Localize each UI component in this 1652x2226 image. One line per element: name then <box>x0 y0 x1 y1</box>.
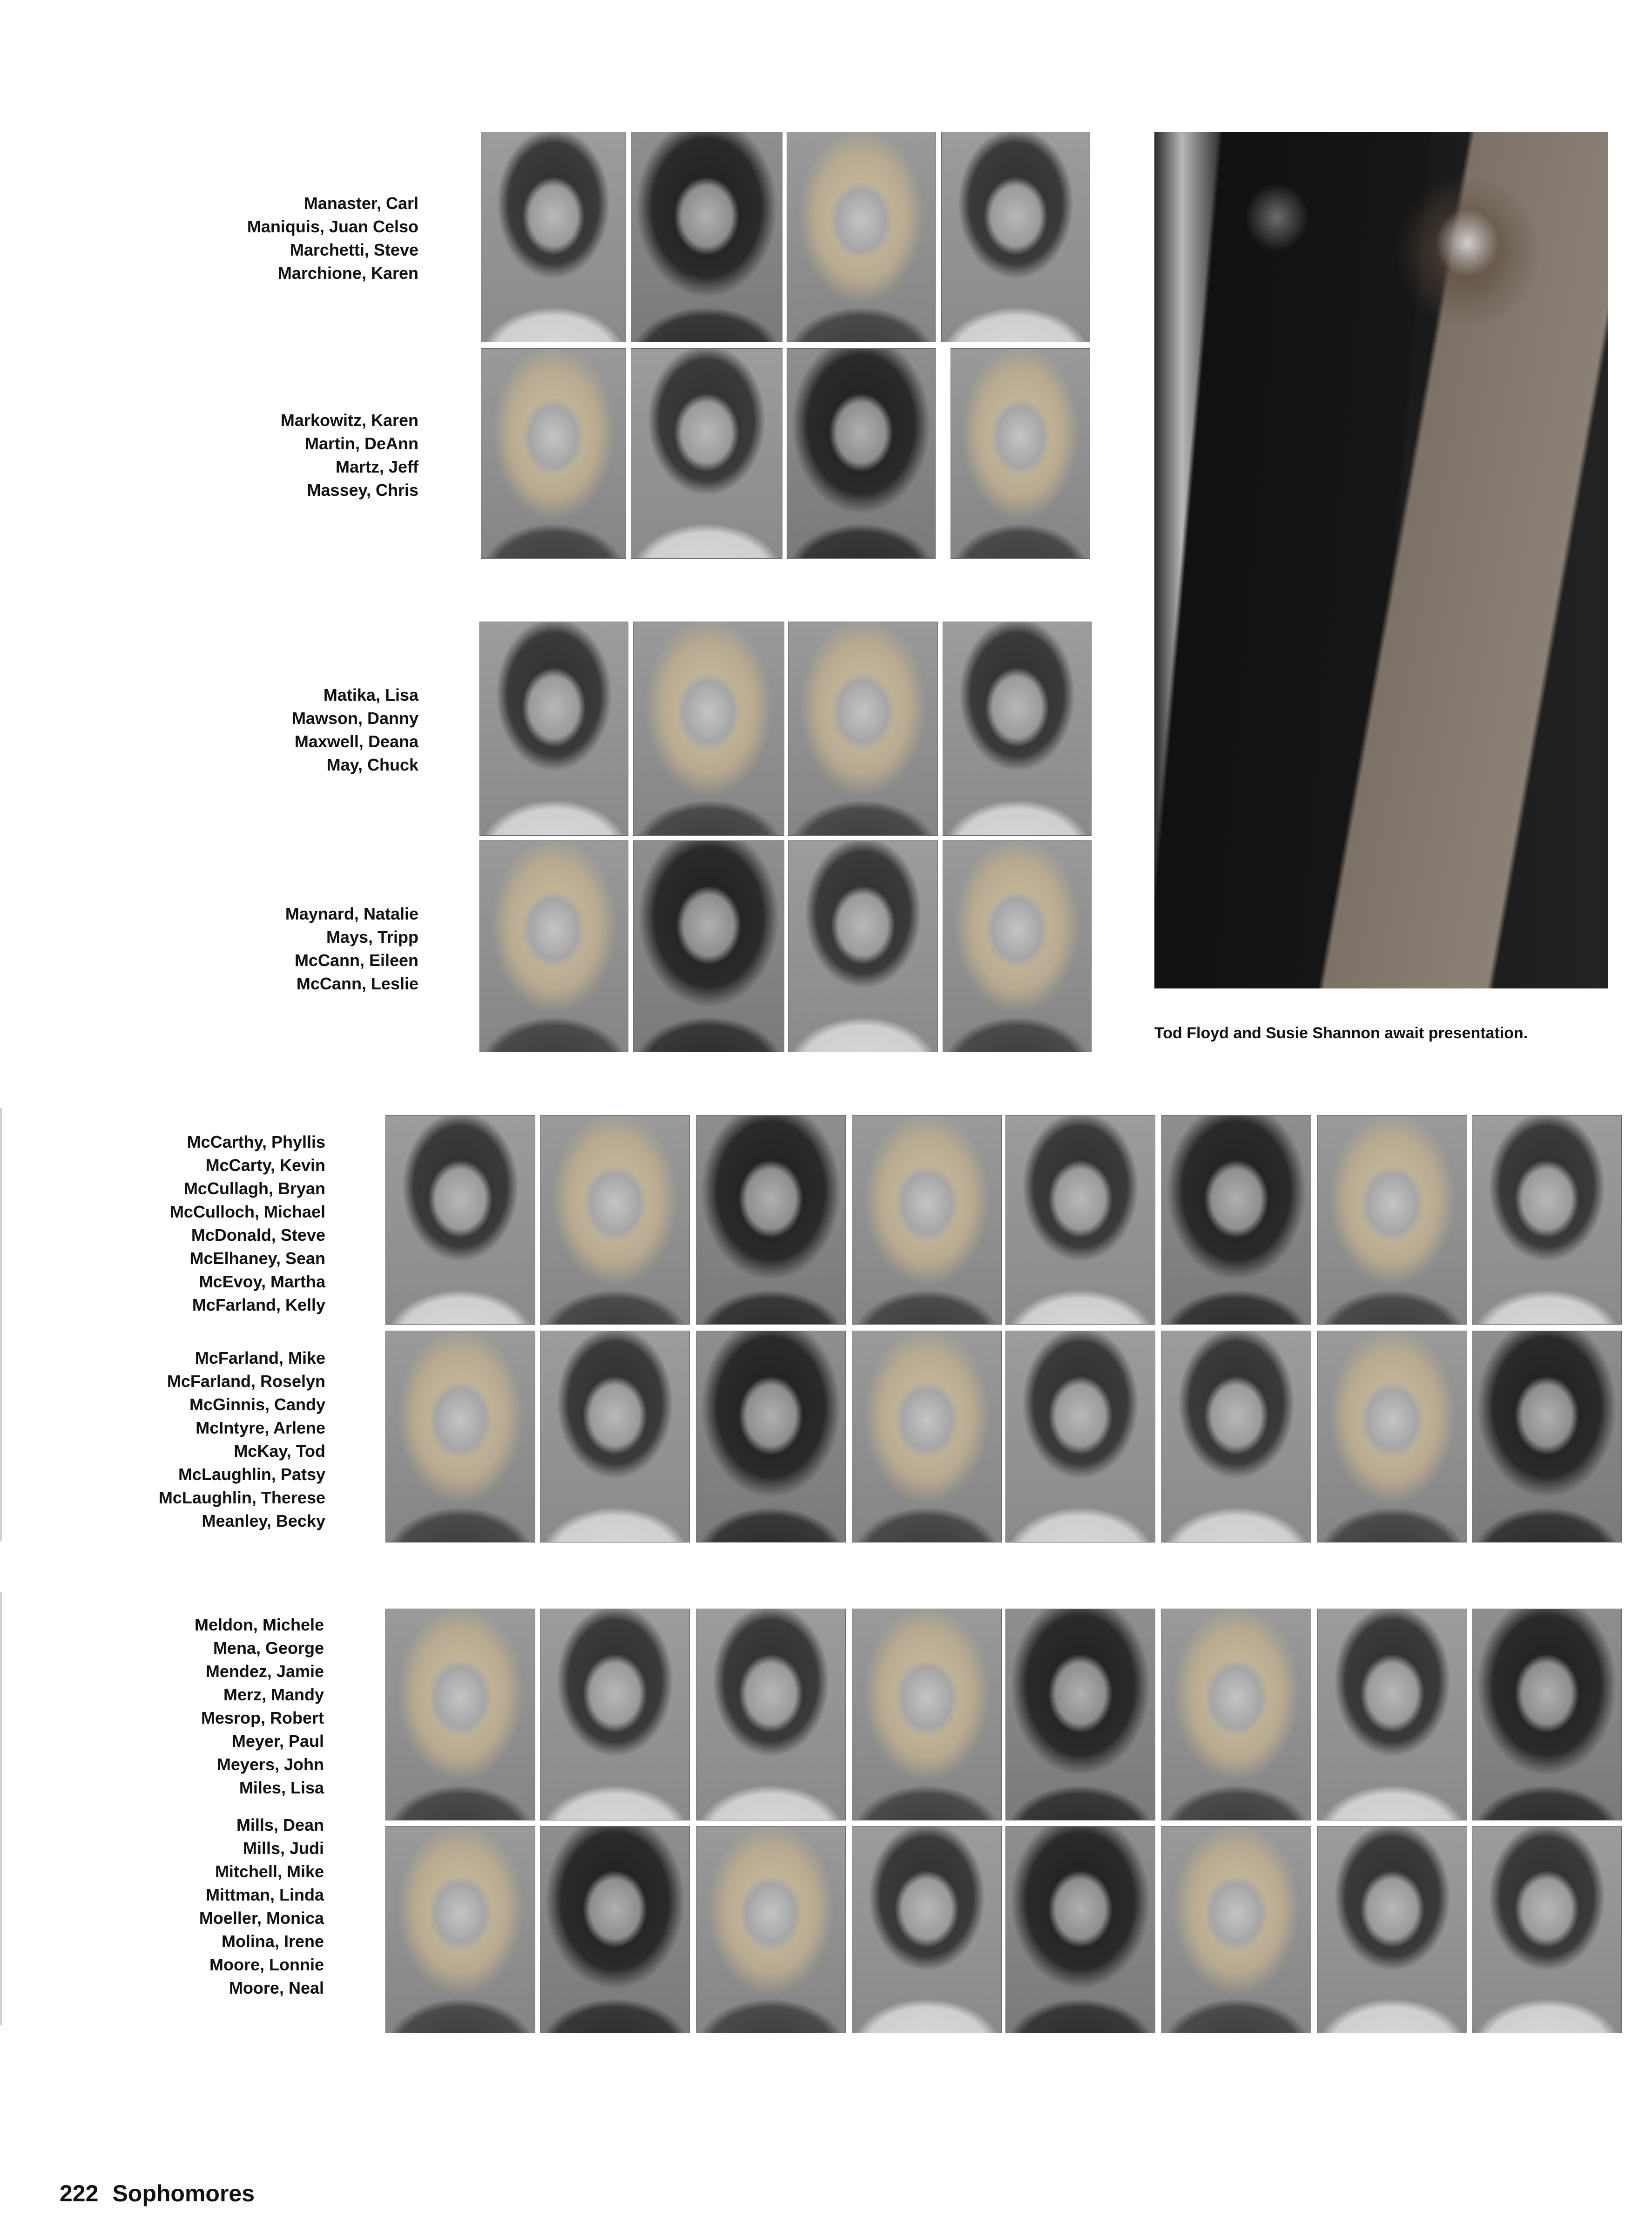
name-list-group-1 <box>247 192 418 285</box>
student-portrait <box>1161 1609 1311 1820</box>
student-portrait <box>787 132 936 342</box>
student-name: Molina, Irene <box>221 1932 324 1951</box>
student-portrait <box>481 132 626 342</box>
student-name: Mitchell, Mike <box>215 1862 324 1881</box>
student-portrait <box>696 1115 846 1325</box>
student-portrait <box>631 132 782 342</box>
student-portrait <box>1472 1115 1622 1325</box>
student-name: Moore, Lonnie <box>209 1955 324 1974</box>
student-name: McFarland, Mike <box>195 1348 325 1367</box>
student-portrait <box>1317 1609 1467 1820</box>
student-portrait <box>540 1609 690 1820</box>
student-portrait <box>540 1826 690 2033</box>
feature-photo-caption: Tod Floyd and Susie Shannon await presentation. <box>1154 1024 1528 1042</box>
student-portrait <box>788 622 938 836</box>
student-name: Maxwell, Deana <box>294 732 418 751</box>
student-portrait <box>1472 1609 1622 1820</box>
student-portrait <box>852 1331 1002 1543</box>
student-name: Mittman, Linda <box>206 1885 324 1904</box>
student-name: Maniquis, Juan Celso <box>247 217 418 236</box>
student-portrait <box>385 1331 535 1543</box>
student-portrait <box>385 1609 535 1820</box>
student-portrait <box>540 1115 690 1325</box>
student-portrait <box>951 348 1090 559</box>
student-name: McCulloch, Michael <box>169 1202 325 1221</box>
feature-photo-couple <box>1154 132 1608 988</box>
student-name: McElhaney, Sean <box>189 1249 325 1268</box>
name-list-group-4 <box>285 902 418 995</box>
student-portrait <box>852 1826 1002 2033</box>
student-name: McIntyre, Arlene <box>196 1418 325 1437</box>
student-portrait <box>1005 1609 1155 1820</box>
student-portrait <box>631 348 782 559</box>
student-portrait <box>941 132 1090 342</box>
student-name: Mawson, Danny <box>291 709 418 728</box>
student-name: McEvoy, Martha <box>199 1272 325 1291</box>
student-name: Meyer, Paul <box>231 1732 324 1751</box>
student-name: Marchione, Karen <box>277 264 418 283</box>
student-name: Mills, Dean <box>236 1815 324 1834</box>
student-name: Moore, Neal <box>229 1978 324 1997</box>
student-name: Mesrop, Robert <box>201 1708 324 1727</box>
student-portrait <box>540 1331 690 1543</box>
student-name: McFarland, Kelly <box>192 1295 325 1314</box>
student-name: Maynard, Natalie <box>285 904 418 923</box>
student-name: Meanley, Becky <box>202 1511 325 1530</box>
student-name: McDonald, Steve <box>191 1225 325 1245</box>
student-portrait <box>479 840 628 1052</box>
student-name: McGinnis, Candy <box>189 1395 325 1414</box>
student-portrait <box>1161 1331 1311 1543</box>
student-portrait <box>696 1331 846 1543</box>
student-name: Mays, Tripp <box>326 927 418 947</box>
margin-rule <box>0 1592 2 2025</box>
student-name: McCullagh, Bryan <box>183 1179 325 1198</box>
student-portrait <box>1005 1826 1155 2033</box>
name-list-group-8 <box>199 1813 324 2000</box>
student-portrait <box>1161 1115 1311 1325</box>
student-name: Meldon, Michele <box>194 1615 324 1634</box>
student-portrait <box>852 1609 1002 1820</box>
student-name: McCarthy, Phyllis <box>187 1132 325 1151</box>
name-list-group-5 <box>170 1130 325 1317</box>
student-name: Miles, Lisa <box>239 1778 324 1797</box>
student-portrait <box>1005 1115 1155 1325</box>
student-portrait <box>479 622 628 836</box>
page-footer <box>60 2180 255 2207</box>
student-name: Mills, Judi <box>243 1839 324 1858</box>
student-name: May, Chuck <box>326 755 418 774</box>
student-portrait <box>1472 1826 1622 2033</box>
margin-rule <box>0 1108 2 1541</box>
student-portrait <box>633 622 784 836</box>
student-portrait <box>1161 1826 1311 2033</box>
student-name: Markowitz, Karen <box>280 411 418 430</box>
student-portrait <box>787 348 936 559</box>
student-name: McCarty, Kevin <box>205 1156 325 1175</box>
student-portrait <box>788 840 938 1052</box>
student-name: Mendez, Jamie <box>205 1662 324 1681</box>
student-name: McCann, Leslie <box>296 974 418 993</box>
student-portrait <box>943 840 1092 1052</box>
student-name: Merz, Mandy <box>223 1685 324 1704</box>
student-name: McKay, Tod <box>234 1441 325 1461</box>
student-name: McLaughlin, Patsy <box>178 1465 325 1484</box>
student-portrait <box>385 1826 535 2033</box>
student-portrait <box>1317 1115 1467 1325</box>
student-portrait <box>1472 1331 1622 1543</box>
name-list-group-7 <box>195 1613 324 1800</box>
student-portrait <box>1317 1826 1467 2033</box>
student-name: Massey, Chris <box>307 480 418 500</box>
student-name: Moeller, Monica <box>199 1908 324 1928</box>
name-list-group-6 <box>159 1346 325 1533</box>
student-portrait <box>1005 1331 1155 1543</box>
student-portrait <box>633 840 784 1052</box>
name-list-group-3 <box>292 683 418 777</box>
student-name: Martin, DeAnn <box>304 434 418 453</box>
student-name: McCann, Eileen <box>294 951 418 970</box>
student-name: Marchetti, Steve <box>290 240 418 259</box>
student-name: Mena, George <box>213 1638 324 1658</box>
student-portrait <box>696 1609 846 1820</box>
student-name: Matika, Lisa <box>323 685 418 704</box>
student-name: McLaughlin, Therese <box>158 1488 325 1507</box>
name-list-group-2 <box>281 409 418 502</box>
student-name: Martz, Jeff <box>335 457 418 476</box>
student-portrait <box>385 1115 535 1325</box>
student-portrait <box>852 1115 1002 1325</box>
student-name: Meyers, John <box>216 1755 324 1774</box>
page-number: 222 <box>60 2180 99 2206</box>
student-portrait <box>1317 1331 1467 1543</box>
student-portrait <box>481 348 626 559</box>
section-title: Sophomores <box>112 2180 255 2206</box>
student-portrait <box>696 1826 846 2033</box>
student-portrait <box>943 622 1092 836</box>
student-name: Manaster, Carl <box>303 194 418 213</box>
student-name: McFarland, Roselyn <box>167 1372 325 1391</box>
